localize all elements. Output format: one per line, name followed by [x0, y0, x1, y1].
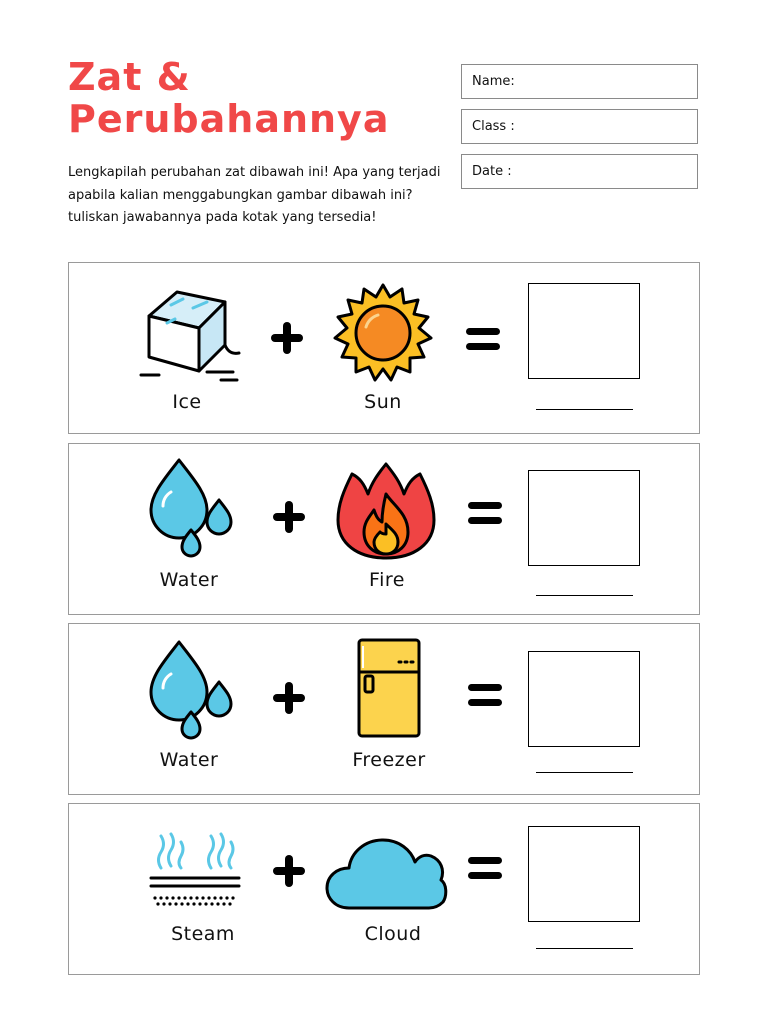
answer-line[interactable] — [536, 948, 633, 949]
answer-line[interactable] — [536, 772, 633, 773]
name-label: Name: — [472, 74, 515, 89]
plus-icon — [271, 680, 307, 716]
water-label: Water — [159, 569, 219, 591]
ice-label: Ice — [172, 391, 202, 413]
answer-line[interactable] — [536, 409, 633, 410]
exercise-row-4 — [68, 803, 700, 975]
answer-box[interactable] — [528, 283, 640, 379]
water-drops-icon — [145, 638, 245, 742]
answer-box[interactable] — [528, 826, 640, 922]
class-label: Class : — [472, 119, 515, 134]
equals-icon — [467, 682, 503, 708]
water-drops-icon — [145, 456, 245, 560]
freezer-label: Freezer — [352, 749, 426, 771]
steam-label: Steam — [171, 923, 235, 945]
answer-box[interactable] — [528, 651, 640, 747]
answer-line[interactable] — [536, 595, 633, 596]
date-field[interactable] — [461, 154, 698, 189]
fire-icon — [334, 460, 438, 560]
title-line-1: Zat & — [68, 55, 191, 99]
plus-icon — [269, 320, 305, 356]
class-field[interactable] — [461, 109, 698, 144]
exercise-row-3 — [68, 623, 700, 795]
plus-icon — [271, 499, 307, 535]
sun-label: Sun — [364, 391, 402, 413]
equals-icon — [467, 500, 503, 526]
date-label: Date : — [472, 164, 512, 179]
ice-cube-icon — [137, 283, 247, 383]
freezer-icon — [355, 636, 423, 740]
cloud-label: Cloud — [364, 923, 422, 945]
name-field[interactable] — [461, 64, 698, 99]
water-label: Water — [159, 749, 219, 771]
page-title — [68, 56, 389, 140]
exercise-row-2 — [68, 443, 700, 615]
answer-box[interactable] — [528, 470, 640, 566]
equals-icon — [467, 855, 503, 881]
sun-icon — [330, 283, 436, 383]
fire-label: Fire — [369, 569, 405, 591]
steam-icon — [149, 826, 241, 912]
exercise-row-1 — [68, 262, 700, 434]
equals-icon — [465, 326, 501, 352]
instructions-text: Lengkapilah perubahan zat dibawah ini! Apa yang terjadi apabila kalian menggabungkan gambar dibawah ini? tuliskan jawabannya pada kotak yang tersedia! — [68, 165, 441, 225]
cloud-icon — [325, 834, 449, 912]
title-line-2: Perubahannya — [68, 97, 390, 141]
plus-icon — [271, 853, 307, 889]
